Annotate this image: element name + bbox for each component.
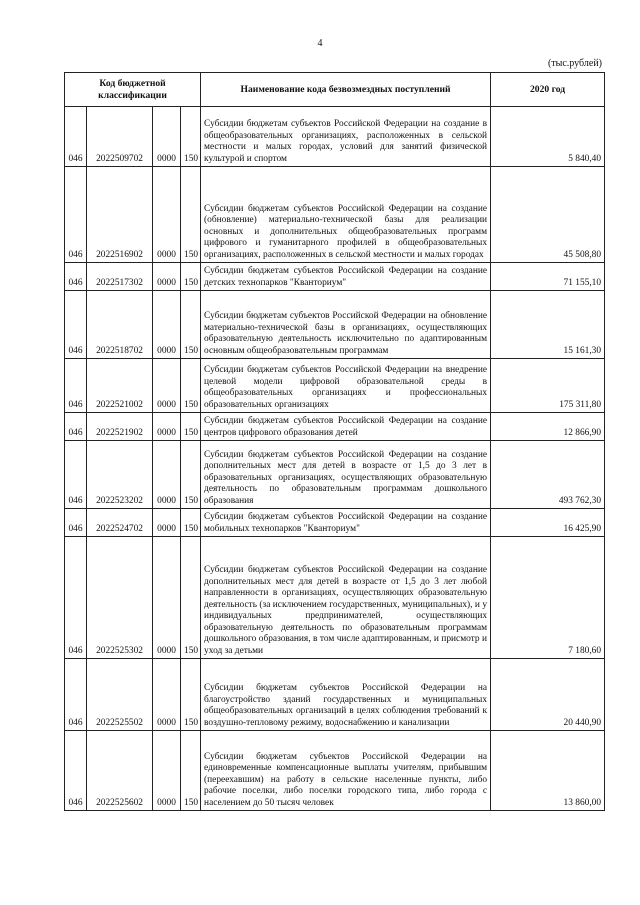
sub-code: 0000 xyxy=(153,413,181,441)
header-name: Наименование кода безвозмездных поступлений xyxy=(201,73,491,107)
kosgu-code: 150 xyxy=(181,107,201,167)
kosgu-code: 150 xyxy=(181,167,201,263)
income-name: Субсидии бюджетам субъектов Российской Федерации на создание дополнительных мест для детей в возрасте от 1,5 до 3 лет любой направленности в организациях, осуществляющих образовательную деятельность (за исключением государственных, муниципальных), и у индивидуальных предпринимателей, осуществляющих образовательную деятельность по образовательным программам дошкольного образования, в том числе адаптированным, и присмотр и уход за детьми xyxy=(201,537,491,659)
budget-code: 2022509702 xyxy=(87,107,153,167)
budget-code: 2022518702 xyxy=(87,291,153,359)
table-row xyxy=(65,263,605,291)
income-name: Субсидии бюджетам субъектов Российской Федерации на обновление материально-технической базы в организациях, осуществляющих образовательную деятельность исключительно по адаптированным основным общеобразовательным программам xyxy=(201,291,491,359)
admin-code: 046 xyxy=(65,537,87,659)
amount: 7 180,60 xyxy=(491,537,605,659)
income-name: Субсидии бюджетам субъектов Российской Федерации на создание центров цифрового образования детей xyxy=(201,413,491,441)
admin-code: 046 xyxy=(65,731,87,811)
admin-code: 046 xyxy=(65,659,87,731)
table-row xyxy=(65,291,605,359)
kosgu-code: 150 xyxy=(181,441,201,509)
admin-code: 046 xyxy=(65,107,87,167)
admin-code: 046 xyxy=(65,263,87,291)
income-name: Субсидии бюджетам субъектов Российской Федерации на благоустройство зданий государственных и муниципальных общеобразовательных организаций в целях соблюдения требований к воздушно-тепловому режиму, водоснабжению и канализации xyxy=(201,659,491,731)
amount: 20 440,90 xyxy=(491,659,605,731)
kosgu-code: 150 xyxy=(181,509,201,537)
sub-code: 0000 xyxy=(153,167,181,263)
budget-code: 2022521002 xyxy=(87,359,153,413)
budget-code: 2022525502 xyxy=(87,659,153,731)
kosgu-code: 150 xyxy=(181,359,201,413)
budget-code: 2022517302 xyxy=(87,263,153,291)
table-row xyxy=(65,167,605,263)
sub-code: 0000 xyxy=(153,731,181,811)
sub-code: 0000 xyxy=(153,441,181,509)
sub-code: 0000 xyxy=(153,537,181,659)
sub-code: 0000 xyxy=(153,659,181,731)
income-name: Субсидии бюджетам субъектов Российской Федерации на создание детских технопарков "Кванториум" xyxy=(201,263,491,291)
income-name: Субсидии бюджетам субъектов Российской Федерации на создание (обновление) материально-технической базы для реализации основных и дополнительных общеобразовательных программ цифрового и гуманитарного профилей в общеобразовательных организациях, расположенных в сельской местности и малых городах xyxy=(201,167,491,263)
amount: 175 311,80 xyxy=(491,359,605,413)
income-name: Субсидии бюджетам субъектов Российской Федерации на единовременные компенсационные выплаты учителям, прибывшим (переехавшим) на работу в сельские населенные пункты, либо рабочие поселки, либо поселки городского типа, либо города с населением до 50 тысяч человек xyxy=(201,731,491,811)
header-code: Код бюджетной классификации xyxy=(65,73,201,107)
admin-code: 046 xyxy=(65,167,87,263)
table-row xyxy=(65,509,605,537)
unit-label: (тыс.рублей) xyxy=(547,58,602,69)
table-row xyxy=(65,441,605,509)
amount: 71 155,10 xyxy=(491,263,605,291)
table-row xyxy=(65,413,605,441)
amount: 16 425,90 xyxy=(491,509,605,537)
amount: 13 860,00 xyxy=(491,731,605,811)
kosgu-code: 150 xyxy=(181,731,201,811)
page-number: 4 xyxy=(317,38,323,49)
income-name: Субсидии бюджетам субъектов Российской Федерации на создание дополнительных мест для детей в возрасте от 1,5 до 3 лет в образовательных организациях, осуществляющих образовательную деятельность по образовательным программам дошкольного образования xyxy=(201,441,491,509)
sub-code: 0000 xyxy=(153,291,181,359)
kosgu-code: 150 xyxy=(181,537,201,659)
kosgu-code: 150 xyxy=(181,659,201,731)
kosgu-code: 150 xyxy=(181,291,201,359)
budget-code: 2022525602 xyxy=(87,731,153,811)
amount: 45 508,80 xyxy=(491,167,605,263)
income-name: Субсидии бюджетам субъектов Российской Федерации на внедрение целевой модели цифровой образовательной среды в общеобразовательных организациях и профессиональных образовательных организациях xyxy=(201,359,491,413)
budget-table xyxy=(64,72,605,811)
sub-code: 0000 xyxy=(153,107,181,167)
sub-code: 0000 xyxy=(153,263,181,291)
admin-code: 046 xyxy=(65,291,87,359)
table-row xyxy=(65,537,605,659)
table-row xyxy=(65,731,605,811)
sub-code: 0000 xyxy=(153,359,181,413)
table-row xyxy=(65,107,605,167)
amount: 5 840,40 xyxy=(491,107,605,167)
budget-code: 2022524702 xyxy=(87,509,153,537)
admin-code: 046 xyxy=(65,441,87,509)
budget-code: 2022521902 xyxy=(87,413,153,441)
table-row xyxy=(65,659,605,731)
admin-code: 046 xyxy=(65,359,87,413)
admin-code: 046 xyxy=(65,413,87,441)
amount: 493 762,30 xyxy=(491,441,605,509)
income-name: Субсидии бюджетам субъектов Российской Федерации на создание мобильных технопарков "Кванториум" xyxy=(201,509,491,537)
amount: 12 866,90 xyxy=(491,413,605,441)
header-year: 2020 год xyxy=(491,73,605,107)
kosgu-code: 150 xyxy=(181,413,201,441)
sub-code: 0000 xyxy=(153,509,181,537)
table-row xyxy=(65,359,605,413)
budget-code: 2022516902 xyxy=(87,167,153,263)
amount: 15 161,30 xyxy=(491,291,605,359)
admin-code: 046 xyxy=(65,509,87,537)
table-header-row xyxy=(65,73,605,107)
income-name: Субсидии бюджетам субъектов Российской Федерации на создание в общеобразовательных организациях, расположенных в сельской местности и малых городах, условий для занятий физической культурой и спортом xyxy=(201,107,491,167)
kosgu-code: 150 xyxy=(181,263,201,291)
budget-code: 2022523202 xyxy=(87,441,153,509)
budget-code: 2022525302 xyxy=(87,537,153,659)
